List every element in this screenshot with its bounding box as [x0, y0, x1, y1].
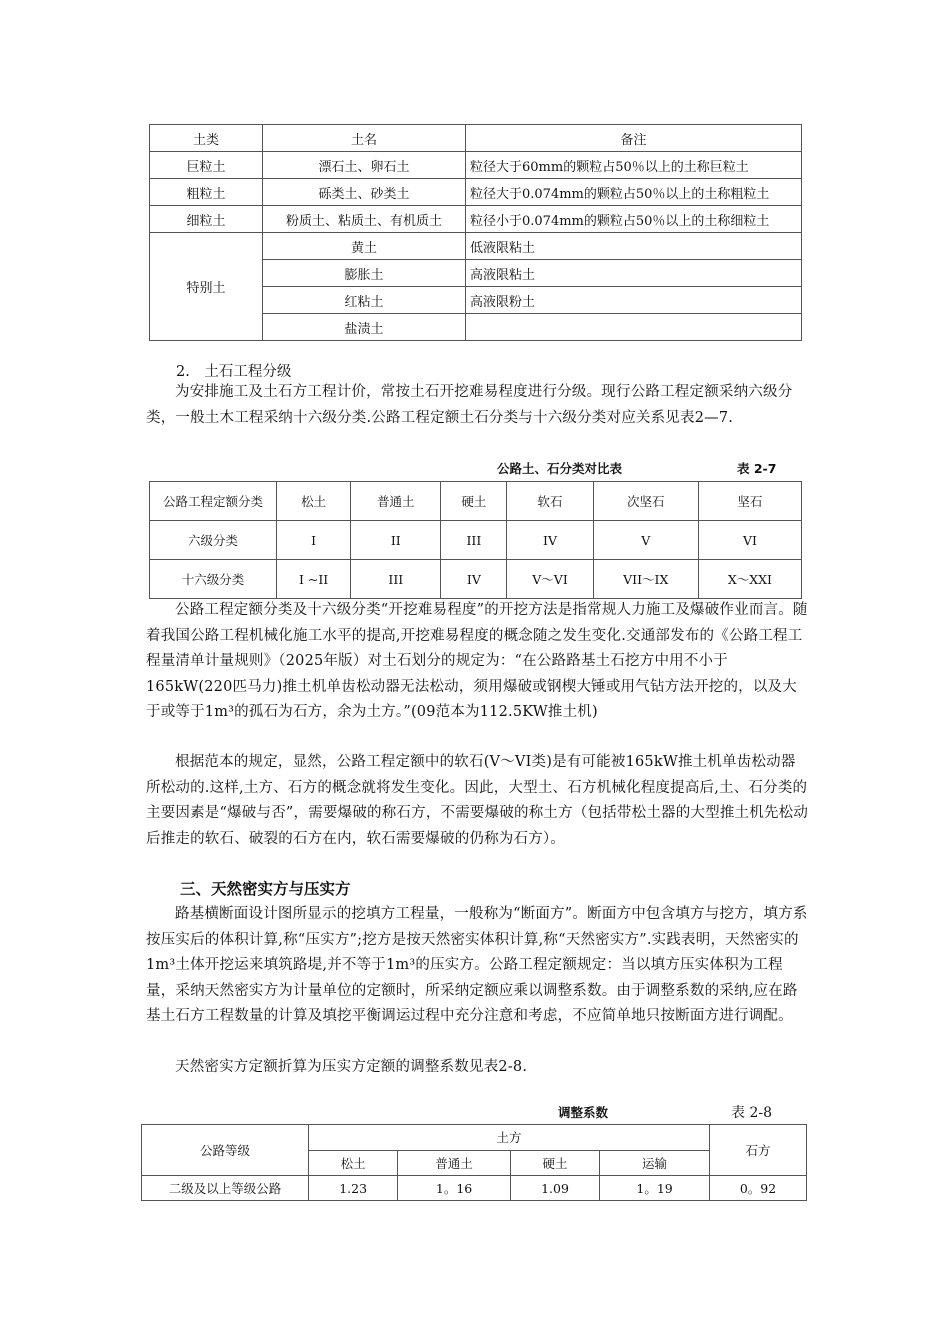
- soil-classification-table: [149, 124, 802, 341]
- table-cell: I: [277, 521, 351, 560]
- paragraph-soft-rock: 根据范本的规定，显然，公路工程定额中的软石(V～VI类)是有可能被165kW推土机单齿松动器所松动的.这样,土方、石方的概念就将发生变化。因此，大型土、石方机械化程度提高后,土、石分类的主要因素是“爆破与否”，需要爆破的称石方，不需要爆破的称土方（包括带松土器的大型推土机先松动后推走的软石、破裂的石方在内，软石需要爆破的仍称为石方）。: [146, 754, 809, 847]
- special-soil-type-cell: 特别土: [150, 233, 263, 341]
- table-cell: I ~II: [277, 560, 351, 599]
- table-row: [142, 1176, 807, 1201]
- paragraph-section-volume: 路基横断面设计图所显示的挖填方工程量，一般称为“断面方”。断面方中包含填方与挖方，填方系按压实后的体积计算,称“压实方”;挖方是按天然密实体积计算,称“天然密实方”.实践表明，天然密实的1m³土体开挖运来填筑路堤,并不等于1m³的压实方。公路工程定额规定：当以填方压实体积为工程量，采纳天然密实方为计量单位的定额时，所采纳定额应乘以调整系数。由于调整系数的采纳,应在路基土石方工程数量的计算及填挖平衡调运过程中充分注意和考虑，不应简单地只按断面方进行调配。: [146, 906, 808, 1024]
- header-soil-name: 土名: [263, 125, 466, 152]
- section-3-title: 三、天然密实方与压实方: [180, 880, 351, 898]
- table-row: [150, 152, 802, 179]
- soil-note-cell: 高液限粉土: [466, 287, 802, 314]
- table-cell: 软石: [507, 482, 593, 521]
- soil-name-cell: 红粘土: [263, 287, 466, 314]
- soil-name-cell: 漂石土、卵石土: [263, 152, 466, 179]
- soil-name-cell: 黄土: [263, 233, 466, 260]
- soil-type-cell: 细粒土: [150, 206, 263, 233]
- soil-note-cell: 粒径大于0.074mm的颗粒占50％以上的土称粗粒土: [466, 179, 802, 206]
- earth-subheader-cell: 硬土: [510, 1150, 599, 1176]
- soil-name-cell: 盐渍土: [263, 314, 466, 341]
- table-cell: 次坚石: [593, 482, 698, 521]
- soil-note-cell: 低液限粘土: [466, 233, 802, 260]
- soil-note-cell: 粒径大于60mm的颗粒占50％以上的土称巨粒土: [466, 152, 802, 179]
- earth-subheader-cell: 运输: [600, 1150, 710, 1176]
- header-note: 备注: [466, 125, 802, 152]
- table-cell: III: [441, 521, 507, 560]
- table-2-7: [149, 481, 802, 599]
- table-header-row: [150, 125, 802, 152]
- soil-name-cell: 粉质土、粘质土、有机质土: [263, 206, 466, 233]
- table-2-8-number: 表 2-8: [731, 1105, 772, 1121]
- rock-header: 石方: [710, 1125, 807, 1176]
- table-row: [150, 560, 802, 599]
- table-cell: 1。19: [600, 1176, 710, 1201]
- table-cell: 普通土: [351, 482, 441, 521]
- soil-type-cell: 粗粒土: [150, 179, 263, 206]
- table-2-8: [141, 1124, 807, 1201]
- table-row: [150, 206, 802, 233]
- earth-subheader-cell: 松土: [309, 1150, 398, 1176]
- table-cell: VI: [698, 521, 801, 560]
- table-cell: IV: [441, 560, 507, 599]
- row-label-cell: 十六级分类: [150, 560, 277, 599]
- paragraph-coefficient-ref: 天然密实方定额折算为压实方定额的调整系数见表2-8.: [175, 1059, 528, 1075]
- paragraph-excavation-method: 公路工程定额分类及十六级分类“开挖难易程度”的开挖方法是指常规人力施工及爆破作业而言。随着我国公路工程机械化施工水平的提高,开挖难易程度的概念随之发生变化.交通部发布的《公路工程工程量清单计量规则》（2025年版）对土石划分的规定为：“在公路路基土石挖方中用不小于165kW(220匹马力)推土机单齿松动器无法松动，须用爆破或钢楔大锤或用气钻方法开挖的，以及大于或等于1m³的孤石为石方，余为土方。”(09范本为112.5KW推土机): [146, 602, 808, 720]
- row-label-cell: 六级分类: [150, 521, 277, 560]
- table-cell: IV: [507, 521, 593, 560]
- table-cell: 松土: [277, 482, 351, 521]
- soil-note-cell: 高液限粘土: [466, 260, 802, 287]
- table-2-7-number: 表 2-7: [737, 461, 777, 476]
- soil-note-cell: [466, 314, 802, 341]
- table-cell: III: [351, 560, 441, 599]
- table-2-8-caption: 调整系数: [558, 1105, 609, 1120]
- table-cell: II: [351, 521, 441, 560]
- table-row: [150, 521, 802, 560]
- table-cell: V～VI: [507, 560, 593, 599]
- table-row: [150, 179, 802, 206]
- earth-subheader-cell: 普通土: [398, 1150, 511, 1176]
- soil-note-cell: 粒径小于0.074mm的颗粒占50％以上的土称细粒土: [466, 206, 802, 233]
- table-row: [150, 233, 802, 260]
- table-cell: 0。92: [710, 1176, 807, 1201]
- table-cell: 硬土: [441, 482, 507, 521]
- table-cell: 1.23: [309, 1176, 398, 1201]
- table-row: [150, 482, 802, 521]
- table-cell: 坚石: [698, 482, 801, 521]
- table-cell: 1.09: [510, 1176, 599, 1201]
- section-2-title: 2. 土石工程分级: [176, 364, 292, 380]
- earth-header: 土方: [309, 1125, 710, 1151]
- table-row: [142, 1125, 807, 1151]
- table-cell: V: [593, 521, 698, 560]
- table-cell: VII～IX: [593, 560, 698, 599]
- row-label-cell: 二级及以上等级公路: [142, 1176, 309, 1201]
- table-cell: 1。16: [398, 1176, 511, 1201]
- soil-name-cell: 膨胀土: [263, 260, 466, 287]
- table-cell: X～XXI: [698, 560, 801, 599]
- header-soil-type: 土类: [150, 125, 263, 152]
- road-grade-header: 公路等级: [142, 1125, 309, 1176]
- soil-type-cell: 巨粒土: [150, 152, 263, 179]
- soil-name-cell: 砾类土、砂类土: [263, 179, 466, 206]
- table-2-7-caption: 公路土、石分类对比表: [497, 461, 623, 476]
- paragraph-grading-intro: 为安排施工及土石方工程计价，常按土石开挖难易程度进行分级。现行公路工程定额采纳六级分类，一般土木工程采纳十六级分类.公路工程定额土石分类与十六级分类对应关系见表2—7.: [146, 384, 793, 426]
- row-label-cell: 公路工程定额分类: [150, 482, 277, 521]
